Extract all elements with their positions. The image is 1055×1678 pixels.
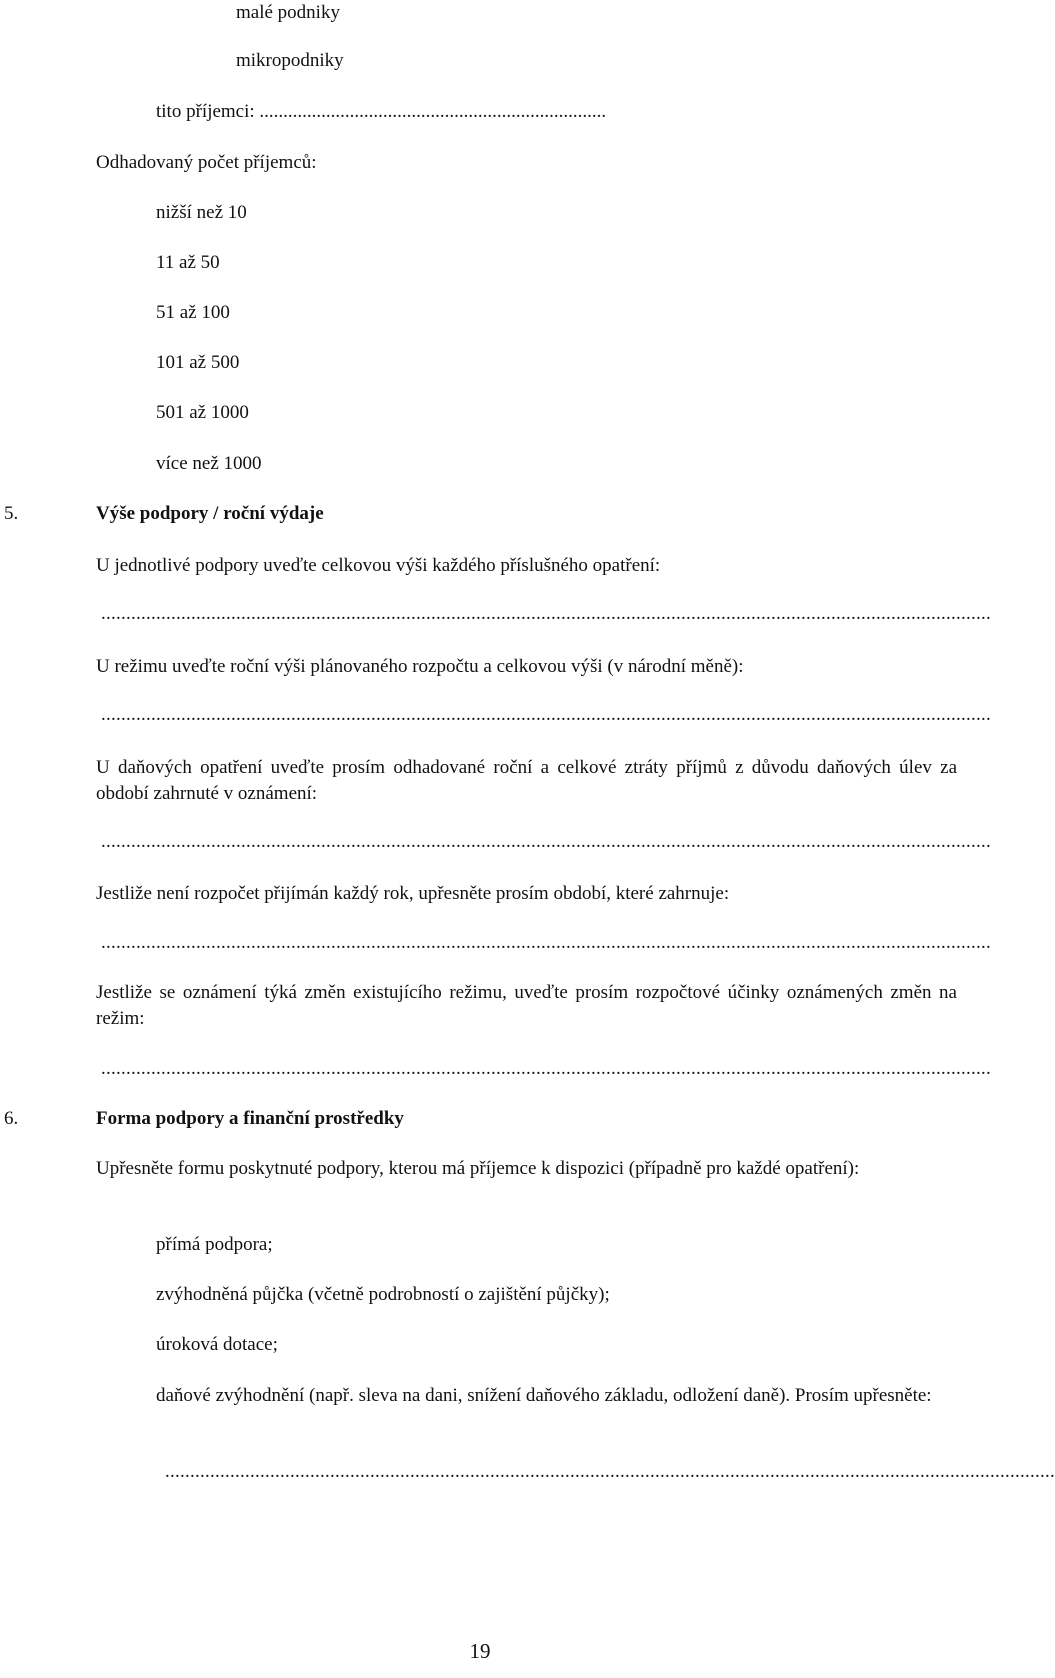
count-option-6: více než 1000 [156, 453, 262, 474]
section-5-title: Výše podpory / roční výdaje [96, 503, 324, 524]
count-option-5: 501 až 1000 [156, 402, 249, 423]
tax-advantage-fill-line[interactable]: .................................................................................................................................................................................. [165, 1461, 1055, 1482]
form-soft-loan: zvýhodněná půjčka (včetně podrobností o zajištění půjčky); [156, 1284, 610, 1305]
section-6-number: 6. [4, 1108, 19, 1129]
count-option-2: 11 až 50 [156, 252, 220, 273]
scheme-budget-fill-line[interactable]: .................................................................................................................................................................................. [101, 704, 991, 725]
tax-measures-prompt: U daňových opatření uveďte prosím odhadované roční a celkové ztráty příjmů z důvodu daňových úlev za období zahrnuté v oznámení: [96, 757, 957, 804]
scheme-changes-prompt: Jestliže se oznámení týká změn existujícího režimu, uveďte prosím rozpočtové účinky oznámených změn na režim: [96, 982, 957, 1029]
budget-period-prompt: Jestliže není rozpočet přijímán každý rok, upřesněte prosím období, které zahrnuje: [96, 883, 730, 904]
form-direct-grant: přímá podpora; [156, 1234, 273, 1255]
count-option-1: nižší než 10 [156, 202, 247, 223]
individual-aid-prompt: U jednotlivé podpory uveďte celkovou výši každého příslušného opatření: [96, 555, 661, 576]
page-number: 19 [469, 1639, 491, 1663]
form-interest-subsidy: úroková dotace; [156, 1334, 278, 1355]
budget-period-fill-line[interactable]: .................................................................................................................................................................................. [101, 932, 991, 953]
count-option-4: 101 až 500 [156, 352, 240, 373]
aid-form-intro: Upřesněte formu poskytnuté podpory, kterou má příjemce k dispozici (případně pro každé opatření): [96, 1158, 860, 1179]
estimated-count-label: Odhadovaný počet příjemců: [96, 152, 317, 173]
option-micro-enterprises: mikropodniky [236, 50, 344, 71]
section-6-title: Forma podpory a finanční prostředky [96, 1108, 404, 1129]
option-other-recipients: tito příjemci: ......................................................................... [156, 101, 607, 122]
count-option-3: 51 až 100 [156, 302, 230, 323]
option-small-enterprises: malé podniky [236, 2, 340, 23]
individual-aid-fill-line[interactable]: .................................................................................................................................................................................. [101, 603, 991, 624]
scheme-changes-fill-line[interactable]: .................................................................................................................................................................................. [101, 1058, 991, 1079]
tax-measures-fill-line[interactable]: .................................................................................................................................................................................. [101, 831, 991, 852]
form-tax-advantage: daňové zvýhodnění (např. sleva na dani, snížení daňového základu, odložení daně). Prosím upřesněte: [156, 1385, 932, 1406]
scheme-budget-prompt: U režimu uveďte roční výši plánovaného rozpočtu a celkovou výši (v národní měně): [96, 656, 744, 677]
section-5-number: 5. [4, 503, 19, 524]
